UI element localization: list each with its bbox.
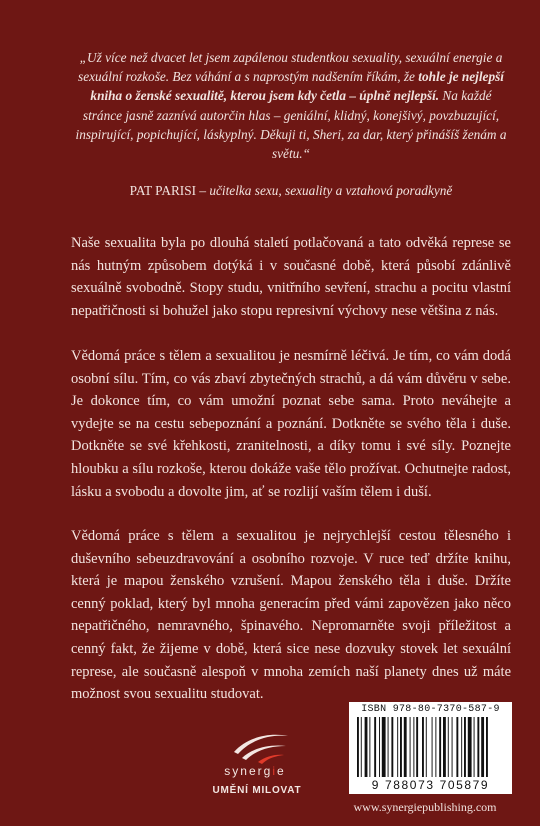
barcode-bar [369, 717, 370, 777]
barcode-bar [379, 717, 380, 777]
barcode-bar [461, 717, 462, 777]
isbn-label: ISBN 978-80-7370-587-9 [361, 704, 500, 715]
barcode-bar [357, 717, 359, 777]
barcode-bar [391, 717, 393, 777]
wordmark-highlight: i [272, 764, 277, 778]
publisher-tagline: UMĚNÍ MILOVAT [212, 785, 302, 796]
isbn-barcode [349, 702, 512, 794]
barcode-bar [443, 717, 446, 777]
barcode-bar [410, 717, 411, 777]
barcode-bar [464, 717, 466, 777]
quote-text-end: Na každé stránce jasně zaznívá autorčin hlas – geniální, klidný, konejšivý, povzbuzující, inspirující, popichující, láskyplný. Děkuji ti, Sheri, za dar, který přinášíš ženám a světu.“ [75, 88, 507, 162]
quote-text-start: „Už více než dvacet let jsem zapálenou studentkou sexuality, sexuální energie a sexuální rozkoše. Bez váhání a s naprostým nadšením říkám, že [78, 50, 503, 85]
barcode-bar [452, 717, 453, 777]
publisher-logo [206, 726, 302, 806]
barcode-bar [382, 717, 386, 777]
endorsement-quote [70, 48, 512, 163]
barcode-bar [361, 717, 362, 777]
barcode-bar [486, 717, 488, 777]
barcode-bar [426, 717, 427, 777]
barcode-bar [365, 717, 368, 777]
quote-attribution [70, 181, 512, 200]
publisher-wordmark [210, 764, 300, 778]
quote-text-highlight: tohle je nejlepší kniha o ženské sexualitě, kterou jsem kdy četla – úplně nejlepší. [90, 69, 504, 104]
barcode-bar [422, 717, 424, 777]
wordmark-part: synerg [224, 764, 273, 778]
barcode-bar [432, 717, 433, 777]
barcode-bar [456, 717, 458, 777]
barcode-bar [397, 717, 398, 777]
barcode-bar [404, 717, 407, 777]
barcode-bar [448, 717, 449, 777]
body-paragraph-1: Naše sexualita byla po dlouhá staletí potlačovaná a tato odvěká represe se nás hutným způsobem dotýká i v současné době, která působí zdánlivě sexuálně svobodně. Stopy studu, vnitřního sevření, strachu a pocitu vlastní nepatřičnosti si bohužel jako stopu represivní výchovy nese většina z nás. [71, 235, 511, 319]
barcode-bar [439, 717, 441, 777]
barcode-bar [400, 717, 402, 777]
wordmark-part: e [277, 764, 286, 778]
attribution-name: PAT PARISI [129, 183, 197, 198]
barcode-number: 9 788073 705879 [371, 778, 490, 792]
barcode-bar [435, 717, 436, 777]
barcode-bar [374, 717, 376, 777]
barcode-bar [413, 717, 414, 777]
barcode-bar [388, 717, 389, 777]
barcode-bar [468, 717, 472, 777]
body-paragraph-2: Vědomá práce s tělem a sexualitou je nesmírně léčivá. Je tím, co vám dodá osobní sílu. Tím, co vás zbaví zbytečných strachů, a dá vám důvěru v sebe. Je dokonce tím, co vám umožní poznat sebe sama. Proto neváhejte a vydejte se na cestu sebepoznání a poznání. Dotkněte se svého těla i duše. Dotkněte se své křehkosti, zranitelnosti, a díky tomu i své síly. Poznejte hloubku a sílu rozkoše, kterou dokáže vaše tělo prožívat. Ochutnejte radost, lásku a svobodu a dovolte jim, ať se rozlijí vaším tělem i duší. [71, 348, 511, 500]
barcode-bar [481, 717, 484, 777]
barcode-bars [355, 717, 506, 779]
barcode-bar [477, 717, 479, 777]
attribution-role: – učitelka sexu, sexuality a vztahová poradkyně [196, 183, 453, 198]
publisher-url[interactable]: www.synergiepublishing.com [353, 800, 497, 814]
barcode-bar [416, 717, 418, 777]
swoosh-icon [212, 726, 302, 766]
body-paragraph-3: Vědomá práce s tělem a sexualitou je nejrychlejší cestou tělesného i duševního sebeuzdravování a osobního rozvoje. V ruce teď držíte knihu, která je mapou ženského vzrušení. Mapou ženského těla i duše. Držíte cenný poklad, který byl mnoha generacím před vámi zapovězen jako něco nepatřičného, nemravného, špinavého. Nepromarněte svoji příležitost a cenný fakt, že žijeme v době, která sice nese dozvuky stovek let sexuální represe, ale současně alespoň v mnoha zemích naší planety dnes už máte možnost svou sexualitu studovat. [71, 528, 511, 703]
barcode-bar [474, 717, 475, 777]
